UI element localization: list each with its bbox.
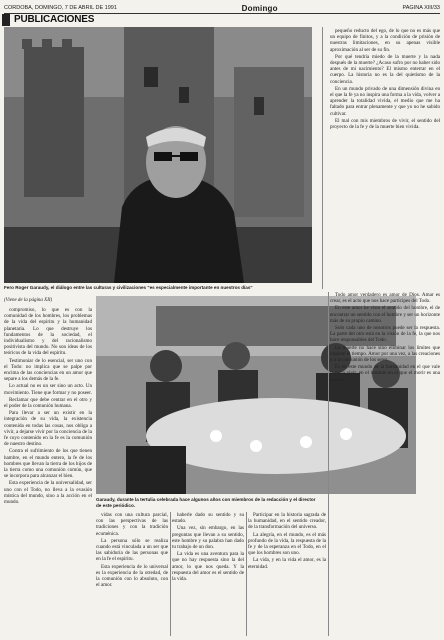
paragraph: vidas con una cultura parcial, con las perspectivas de las tradiciones y con la tradición ecuménica. (96, 512, 168, 537)
paragraph: Esta experiencia de lo universal es la experiencia de la otredad, de la comunión con lo absoluto, con el amor. (96, 563, 168, 589)
paragraph: Solo cada uno de nosotros puede ser la respuesta. La parte del otro está en la visión de la fe, la que nos hace responsables del Todo. (330, 325, 440, 344)
masthead (4, 3, 440, 13)
section-header (4, 14, 116, 26)
paragraph: En este amor he visto el sentido del hombre, el de encontrar un sentido con el hombre y ser un horizonte más de su propio camino. (330, 305, 440, 324)
paragraph: La vida es una aventura para la que no hay respuesta sino la del amor, lo que nos queda. Y la respuesta del amor es el sentido de la vida. (172, 551, 244, 583)
paragraph: La persona sólo se realiza cuando está vinculada a un ser que las sabiduría de las personas que en la fe el espíritu. (96, 537, 168, 563)
paragraph: Por qué tendría miedo de la muerte y la nada después de la muerte? ¿Acaso sufro por no haber sido antes de mi nacimiento? El mismo enterrar en el cuerpo. La historia no es la del quietismo de la conciencia. (330, 53, 440, 85)
paragraph: Para llevar a ser un existir en la integración de su vida, la existencia contenida en todas las cosas, nos obliga a vivir, a dejarse vivir por la conciencia de la fe cuyo contenido en la fe es la comunión de nuestro destino. (4, 410, 92, 448)
paragraph: Es en este mundo de la humanidad en el que vale la pena vivir, en el instante en el que el morir es una puerta. (330, 364, 440, 383)
masthead-paper-name: Domingo (241, 3, 278, 13)
continued-from-label: (Viene de la página XII) (4, 298, 53, 303)
column-divider (170, 512, 171, 636)
article-column-bottom-3 (248, 512, 326, 638)
paragraph: Todo amor verdadero es amor de Dios. Amar es crear, es el acto que nos hace partícipes del Todo. (330, 292, 440, 305)
paragraph: pequeño reducto del ego, de lo que no es más que un equipo de finitos, y a la condición de prisión de nuestras limitaciones, en su apenas visible aproximación al ser de su fin. (330, 28, 440, 53)
paragraph: Esta experiencia de la universalidad, ser uno con el Todo, no lleva a la evasión mística del mundo, sino a la acción en el mundo. (4, 480, 92, 506)
paragraph: Lo actual no es un ser sino un acto. Un movimiento. Tiene que formar y no poseer. (4, 383, 92, 396)
article-column-right-bottom (330, 292, 440, 638)
paragraph: Participar en la historia sagrada de la humanidad, en el sentido creador, de la transformación del universo. (248, 512, 326, 531)
masthead-page-number: PAGINA XIII/33 (402, 5, 440, 11)
paragraph: haberle dado su sentido y su estado. (172, 512, 244, 525)
article-column-right-top (330, 28, 440, 290)
photo-caption-top: Fero Roger Garaudy, el diálogo entre las culturas y civilizaciones "es especialmente importante en nuestros días" (4, 285, 253, 290)
paragraph: compromiso, lo que es con la comunidad de los hombres, los problemas de la vida del espíritu y la humanidad planetaria. Lo que destruye los fundamentos de la sociedad, el individualismo y del racionalismo positivista del mundo. No son ideas de los teóricos de la vida del espíritu. (4, 307, 92, 357)
masthead-date: CORDOBA, DOMINGO, 7 DE ABRIL DE 1991 (4, 5, 117, 11)
column-divider (322, 27, 323, 289)
article-column-left (4, 307, 92, 638)
paragraph: El mal con mis miembros de vivir, el sentido del proyecto de la fe y de la muerte bien vivida. (330, 117, 440, 131)
column-divider (246, 512, 247, 636)
castle-portrait-photo (4, 27, 312, 283)
article-column-bottom-2 (172, 512, 244, 638)
paragraph: La muerte no hace sino eliminar los límites que impone el tiempo. Amor por una vez, a las creaciones y a la comunión de los seres. (330, 344, 440, 364)
paragraph: La alegría, en el mundo, es el más profundo de la vida, la respuesta de la fe y de la esperanza en el Todo, en el que los hombres son uno. (248, 531, 326, 557)
paragraph: Reclamar que debe centrar en el otro y el poder de la comunión humana. (4, 396, 92, 410)
paragraph: Una vez, sin embargo, en las preguntas que llevan a su sentido, este hombre y su palabra han dado tu trabajo de un don. (172, 525, 244, 551)
paragraph: En un mundo privado de una dimensión divina en el que la fe ya no inspira una forma a la vida, volver a aprender la totalidad vivida, el medio que me ha faltado para entrar plenamente y que yo no he sabido cultivar. (330, 85, 440, 117)
photo-caption-bottom: Garaudy, durante la tertulia celebrada hace algunos años con miembros de la redacción y el director de este periódico. (96, 497, 316, 508)
column-divider (328, 292, 329, 636)
paragraph: La vida, y en la vida el amor, es la eternidad. (248, 557, 326, 570)
paragraph: Testimoniar de lo esencial, ser uno con el Todo: no implica que se palpe por encima de las conciencias en un amor que separe a los demás de la fe. (4, 357, 92, 383)
article-column-bottom-1 (96, 512, 168, 638)
section-title: PUBLICACIONES (14, 14, 95, 25)
paragraph: Contra el sufrimiento de los que tienen hambre, en el mundo entero, la fe de los hombres que llevan la tierra de los hijos de la tierra como una comunión común, que se incorpora para alcanzar el bien. (4, 448, 92, 480)
